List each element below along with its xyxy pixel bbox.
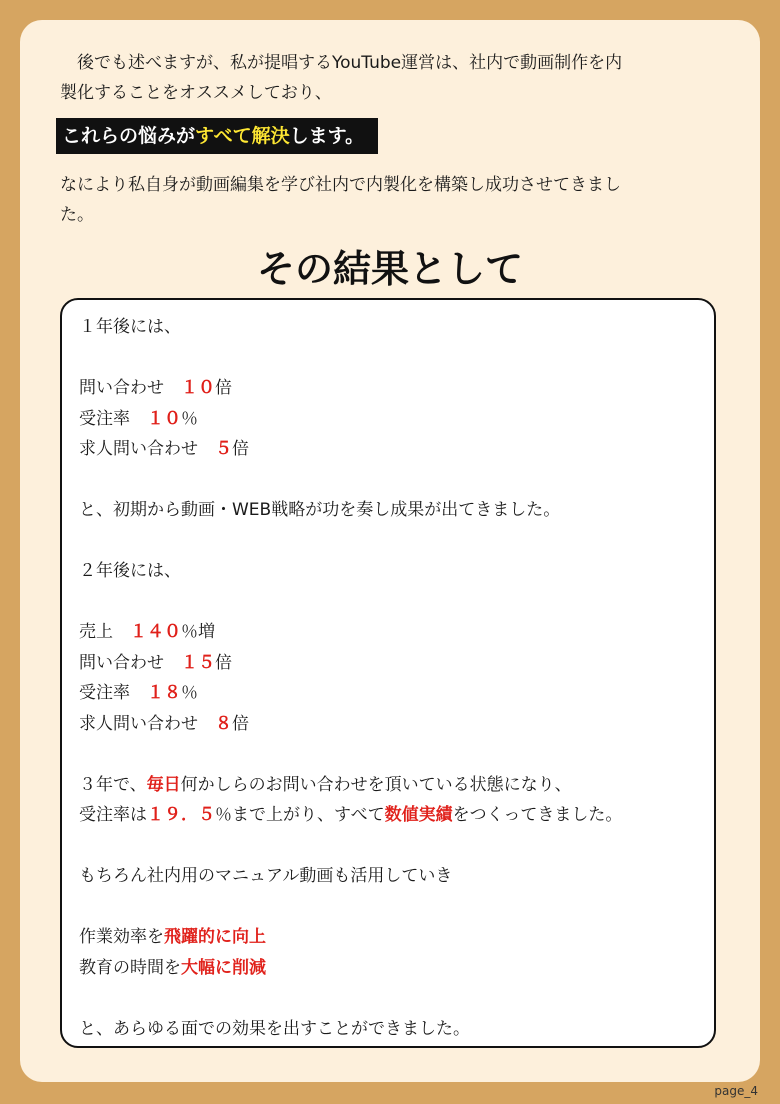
efficiency-highlight: 飛躍的に向上 [164,927,266,947]
year2-order-label: 受注率 [79,683,147,703]
year1-recruit-label: 求人問い合わせ [79,439,215,459]
closing-line: と、あらゆる面での効果を出すことができました。 [79,1018,470,1039]
year3-line-1 [79,770,709,801]
intro-line-1: 後でも述べますが、私が提唱するYouTube運営は、社内で動画制作を内 [77,53,623,73]
year1-recruit-value: ５ [215,439,232,459]
year1-order-label: 受注率 [79,408,147,429]
year3-a2: 何かしらのお問い合わせを頂いている状態になり、 [180,774,572,795]
results-box [60,298,716,1048]
intro-paragraph [60,48,720,108]
year2-inquiries-label: 問い合わせ [79,652,181,673]
after-line-1: なにより私自身が動画編集を学び社内で内製化を構築し成功させてきまし [60,175,621,195]
year1-inquiries-label: 問い合わせ [79,378,181,398]
year2-order-value: １８ [147,683,181,703]
year1-order-value: １０ [147,408,181,429]
year2-inquiries-value: １５ [181,652,215,673]
page-card [20,20,760,1082]
year3-b-highlight-1: １９．５ [147,805,215,825]
banner-text-2: します。 [289,125,365,147]
after-line-2: た。 [60,205,94,225]
education-line [79,953,709,984]
section-heading: その結果として [256,247,523,291]
year2-order-rate [79,678,709,709]
banner-text-1: これらの悩みが [62,125,196,147]
highlight-banner [56,118,378,154]
page-number: page_4 [714,1084,758,1098]
year3-a1: ３年で、 [79,774,147,795]
intro-line-2: 製化することをオススメしており、 [60,83,332,103]
year2-recruit-label: 求人問い合わせ [79,713,215,734]
year1-recruit [79,434,709,465]
year3-b-highlight-2: 数値実績 [384,805,453,825]
manual-line: もちろん社内用のマニュアル動画も活用していき [79,866,453,886]
year2-inquiries-unit: 倍 [215,652,232,673]
year2-sales-label: 売上 [79,622,130,642]
year1-order-unit: ％ [181,408,198,429]
year2-inquiries [79,648,709,679]
year1-summary: と、初期から動画・WEB戦略が功を奏し成果が出てきました。 [79,500,561,520]
year2-recruit-value: ８ [215,713,232,734]
year2-recruit-unit: 倍 [232,713,249,734]
year2-recruit [79,709,709,740]
efficiency-label: 作業効率を [79,927,164,947]
year1-order-rate [79,404,709,435]
year1-recruit-unit: 倍 [232,439,249,459]
year3-a-highlight: 毎日 [146,774,181,795]
results-body [79,312,709,1044]
year1-inquiries-value: １０ [181,378,215,398]
year3-b3: をつくってきました。 [452,805,623,825]
after-paragraph [60,170,720,230]
year1-inquiries-unit: 倍 [215,378,232,398]
year3-b1: 受注率は [79,805,147,825]
year2-sales-value: １４０ [130,622,181,642]
education-label: 教育の時間を [79,957,181,978]
year2-sales-unit: ％増 [181,622,215,642]
year1-inquiries [79,373,709,404]
year2-label: ２年後には、 [79,561,181,581]
year2-sales [79,617,709,648]
education-highlight: 大幅に削減 [181,957,266,978]
year3-b2: ％まで上がり、すべて [215,805,385,825]
banner-highlight: すべて解決 [195,125,290,147]
year1-label: １年後には、 [79,317,181,337]
efficiency-line [79,922,709,953]
year3-line-2 [79,800,709,831]
year2-order-unit: ％ [181,683,198,703]
